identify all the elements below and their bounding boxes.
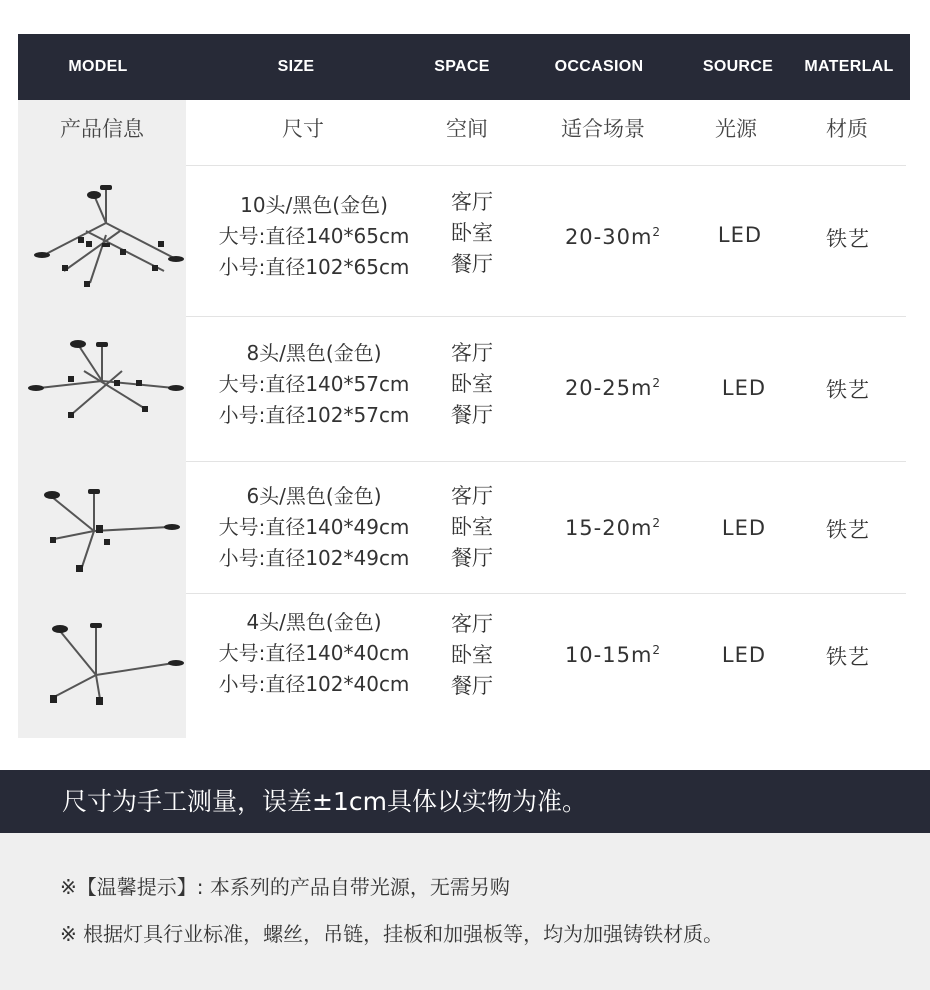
occasion-area bbox=[548, 516, 678, 540]
area-value: 15-20m bbox=[564, 516, 653, 540]
measurement-note: 尺寸为手工测量，误差±1cm具体以实物为准。 bbox=[0, 770, 930, 833]
header-size: SIZE bbox=[277, 58, 315, 75]
small-size: 小号:直径102*49cm bbox=[218, 546, 410, 570]
header-cn-occasion: 适合场景 bbox=[561, 117, 645, 141]
large-size: 大号:直径140*57cm bbox=[218, 372, 410, 396]
material: 铁艺 bbox=[826, 645, 870, 669]
header-cn-source: 光源 bbox=[715, 117, 757, 141]
large-size: 大号:直径140*40cm bbox=[218, 641, 410, 665]
space-dining-room: 餐厅 bbox=[451, 674, 493, 698]
header-model: MODEL bbox=[68, 58, 128, 75]
occasion-area bbox=[548, 643, 678, 667]
header-material: MATERLAL bbox=[804, 58, 894, 75]
light-source: LED bbox=[721, 643, 767, 667]
table-header-cn bbox=[18, 100, 910, 165]
size-info bbox=[194, 338, 434, 431]
table-row bbox=[18, 316, 910, 461]
chandelier-6-head-image bbox=[24, 481, 184, 581]
tip-line-material: ※ 根据灯具行业标准，螺丝，吊链，挂板和加强板等，均为加强铸铁材质。 bbox=[60, 922, 724, 946]
header-cn-space: 空间 bbox=[446, 117, 488, 141]
header-cn-material: 材质 bbox=[826, 117, 868, 141]
area-unit-superscript: 2 bbox=[652, 376, 662, 390]
tips-section bbox=[0, 833, 930, 990]
table-row bbox=[18, 461, 910, 593]
space-living-room: 客厅 bbox=[451, 341, 493, 365]
heads-color: 6头/黑色(金色) bbox=[246, 484, 382, 508]
space-living-room: 客厅 bbox=[451, 190, 493, 214]
header-occasion: OCCASION bbox=[554, 58, 644, 75]
space-info bbox=[442, 187, 502, 280]
space-dining-room: 餐厅 bbox=[451, 546, 493, 570]
area-value: 20-25m bbox=[564, 376, 653, 400]
header-cn-model: 产品信息 bbox=[60, 117, 144, 141]
area-unit-superscript: 2 bbox=[652, 643, 662, 657]
large-size: 大号:直径140*49cm bbox=[218, 515, 410, 539]
space-info bbox=[442, 609, 502, 702]
space-bedroom: 卧室 bbox=[451, 643, 493, 667]
space-living-room: 客厅 bbox=[451, 484, 493, 508]
area-unit-superscript: 2 bbox=[652, 225, 662, 239]
header-space: SPACE bbox=[434, 58, 490, 75]
area-unit-superscript: 2 bbox=[652, 516, 662, 530]
size-info bbox=[194, 607, 434, 700]
material: 铁艺 bbox=[826, 227, 870, 251]
area-value: 10-15m bbox=[564, 643, 653, 667]
light-source: LED bbox=[717, 223, 763, 247]
occasion-area bbox=[548, 376, 678, 400]
space-dining-room: 餐厅 bbox=[451, 252, 493, 276]
table-row bbox=[18, 165, 910, 316]
space-living-room: 客厅 bbox=[451, 612, 493, 636]
large-size: 大号:直径140*65cm bbox=[218, 224, 410, 248]
size-info bbox=[194, 481, 434, 574]
tip-line-light-source: ※【温馨提示】: 本系列的产品自带光源，无需另购 bbox=[60, 875, 510, 899]
space-dining-room: 餐厅 bbox=[451, 403, 493, 427]
light-source: LED bbox=[721, 516, 767, 540]
area-value: 20-30m bbox=[564, 225, 653, 249]
size-info bbox=[194, 190, 434, 283]
table-header bbox=[18, 34, 910, 100]
chandelier-8-head-image bbox=[24, 336, 184, 441]
occasion-area bbox=[548, 225, 678, 249]
header-source: SOURCE bbox=[702, 58, 774, 75]
space-bedroom: 卧室 bbox=[451, 221, 493, 245]
material: 铁艺 bbox=[826, 378, 870, 402]
chandelier-4-head-image bbox=[24, 615, 184, 715]
space-info bbox=[442, 338, 502, 431]
small-size: 小号:直径102*57cm bbox=[218, 403, 410, 427]
material: 铁艺 bbox=[826, 518, 870, 542]
small-size: 小号:直径102*65cm bbox=[218, 255, 410, 279]
small-size: 小号:直径102*40cm bbox=[218, 672, 410, 696]
heads-color: 10头/黑色(金色) bbox=[240, 193, 388, 217]
heads-color: 4头/黑色(金色) bbox=[246, 610, 382, 634]
table-row bbox=[18, 593, 910, 738]
space-info bbox=[442, 481, 502, 574]
light-source: LED bbox=[721, 376, 767, 400]
chandelier-10-head-image bbox=[24, 183, 184, 293]
space-bedroom: 卧室 bbox=[451, 372, 493, 396]
space-bedroom: 卧室 bbox=[451, 515, 493, 539]
header-cn-size: 尺寸 bbox=[282, 117, 324, 141]
heads-color: 8头/黑色(金色) bbox=[246, 341, 382, 365]
